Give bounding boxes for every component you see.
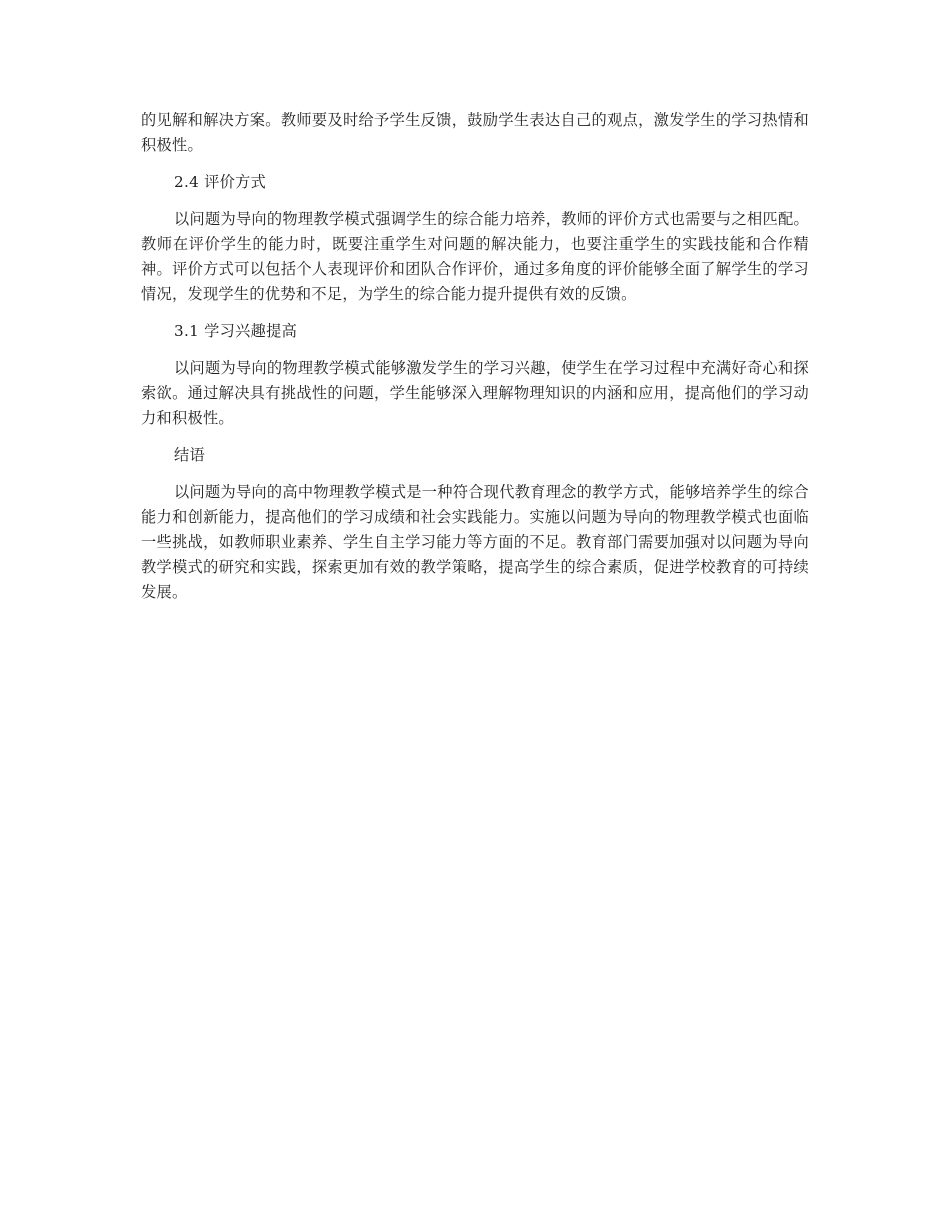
- paragraph-evaluation: 以问题为导向的物理教学模式强调学生的综合能力培养，教师的评价方式也需要与之相匹配。教师在评价学生的能力时，既要注重学生对问题的解决能力，也要注重学生的实践技能和合作精神。评价方式可以包括个人表现评价和团队合作评价，通过多角度的评价能够全面了解学生的学习情况，发现学生的优势和不足，为学生的综合能力提升提供有效的反馈。: [141, 210, 809, 303]
- section-heading-3-1: 3.1 学习兴趣提高: [174, 322, 298, 340]
- paragraph-interest: 以问题为导向的物理教学模式能够激发学生的学习兴趣，使学生在学习过程中充满好奇心和探索欲。通过解决具有挑战性的问题，学生能够深入理解物理知识的内涵和应用，提高他们的学习动力和积极性。: [141, 359, 809, 427]
- section-heading-conclusion: 结语: [174, 446, 205, 464]
- paragraph-conclusion: 以问题为导向的高中物理教学模式是一种符合现代教育理念的教学方式，能够培养学生的综合能力和创新能力，提高他们的学习成绩和社会实践能力。实施以问题为导向的物理教学模式也面临一些挑战，如教师职业素养、学生自主学习能力等方面的不足。教育部门需要加强对以问题为导向教学模式的研究和实践，探索更加有效的教学策略，提高学生的综合素质，促进学校教育的可持续发展。: [141, 483, 809, 601]
- document-body: [141, 108, 809, 617]
- section-heading-2-4: 2.4 评价方式: [174, 173, 267, 191]
- paragraph-continuation: 的见解和解决方案。教师要及时给予学生反馈，鼓励学生表达自己的观点，激发学生的学习热情和积极性。: [141, 111, 809, 154]
